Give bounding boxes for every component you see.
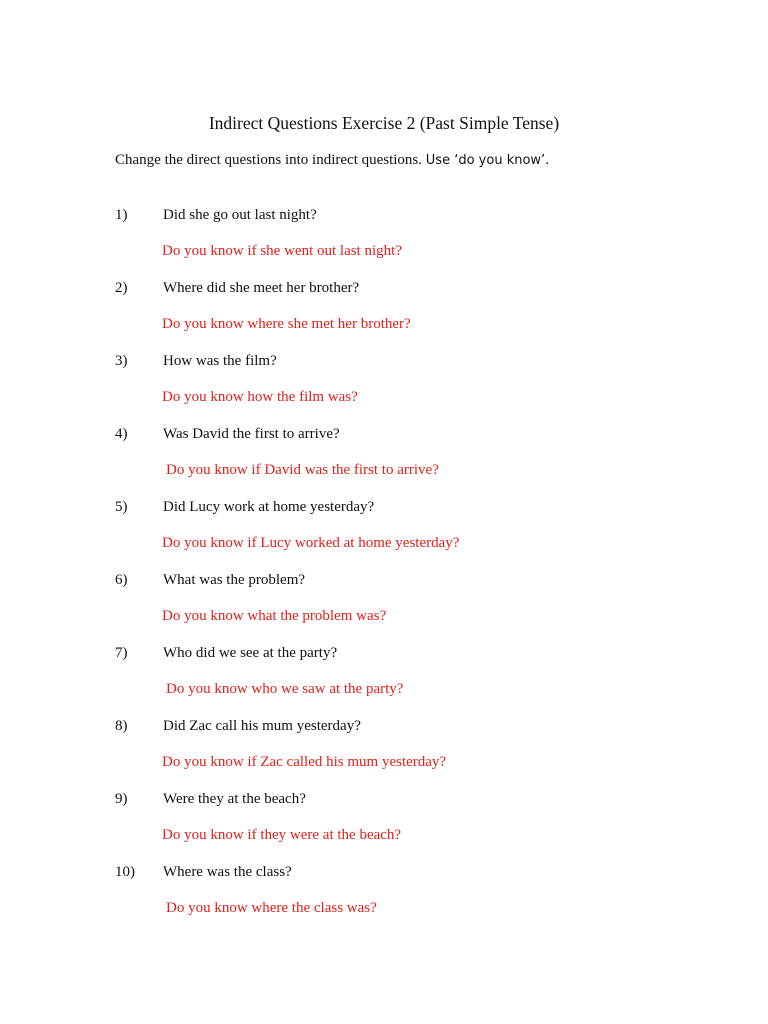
- direct-question: Did Zac call his mum yesterday?: [163, 718, 361, 734]
- exercise-item-6: [0, 570, 768, 643]
- exercise-item-2: [0, 278, 768, 351]
- exercise-item-8: [0, 716, 768, 789]
- exercise-number: 6): [115, 572, 128, 588]
- indirect-answer: Do you know if she went out last night?: [162, 243, 402, 259]
- exercise-item-7: [0, 643, 768, 716]
- direct-question: Did Lucy work at home yesterday?: [163, 499, 375, 515]
- exercise-number: 2): [115, 280, 128, 296]
- exercise-item-3: [0, 351, 768, 424]
- direct-question: Where did she meet her brother?: [163, 280, 360, 296]
- indirect-answer: Do you know where she met her brother?: [162, 316, 411, 332]
- indirect-answer: Do you know if they were at the beach?: [162, 827, 402, 843]
- direct-question: Were they at the beach?: [163, 791, 306, 807]
- exercise-item-4: [0, 424, 768, 497]
- exercise-item-1: [0, 205, 768, 278]
- exercise-number: 5): [115, 499, 128, 515]
- instruction-text: Change the direct questions into indirect questions.: [115, 152, 423, 168]
- exercise-number: 4): [115, 426, 128, 442]
- exercise-number: 3): [115, 353, 128, 369]
- indirect-answer: Do you know who we saw at the party?: [166, 681, 404, 697]
- direct-question: What was the problem?: [163, 572, 306, 588]
- indirect-answer: Do you know where the class was?: [166, 900, 377, 916]
- indirect-answer: Do you know what the problem was?: [162, 608, 387, 624]
- direct-question: Was David the first to arrive?: [163, 426, 340, 442]
- instruction-use: Use ‘do you know’.: [425, 153, 550, 168]
- exercise-item-9: [0, 789, 768, 862]
- exercise-item-10: [0, 862, 768, 935]
- exercise-number: 8): [115, 718, 128, 734]
- exercise-item-5: [0, 497, 768, 570]
- exercise-number: 9): [115, 791, 128, 807]
- indirect-answer: Do you know if Zac called his mum yesterday?: [162, 754, 447, 770]
- indirect-answer: Do you know how the film was?: [162, 389, 358, 405]
- exercise-number: 10): [115, 864, 135, 880]
- direct-question: Where was the class?: [163, 864, 292, 880]
- indirect-answer: Do you know if David was the first to arrive?: [166, 462, 439, 478]
- instruction-line: [115, 150, 549, 171]
- page-title: Indirect Questions Exercise 2 (Past Simple Tense): [208, 113, 560, 133]
- direct-question: Did she go out last night?: [163, 207, 317, 223]
- direct-question: Who did we see at the party?: [163, 645, 338, 661]
- exercise-number: 1): [115, 207, 128, 223]
- direct-question: How was the film?: [163, 353, 277, 369]
- indirect-answer: Do you know if Lucy worked at home yesterday?: [162, 535, 460, 551]
- exercise-number: 7): [115, 645, 128, 661]
